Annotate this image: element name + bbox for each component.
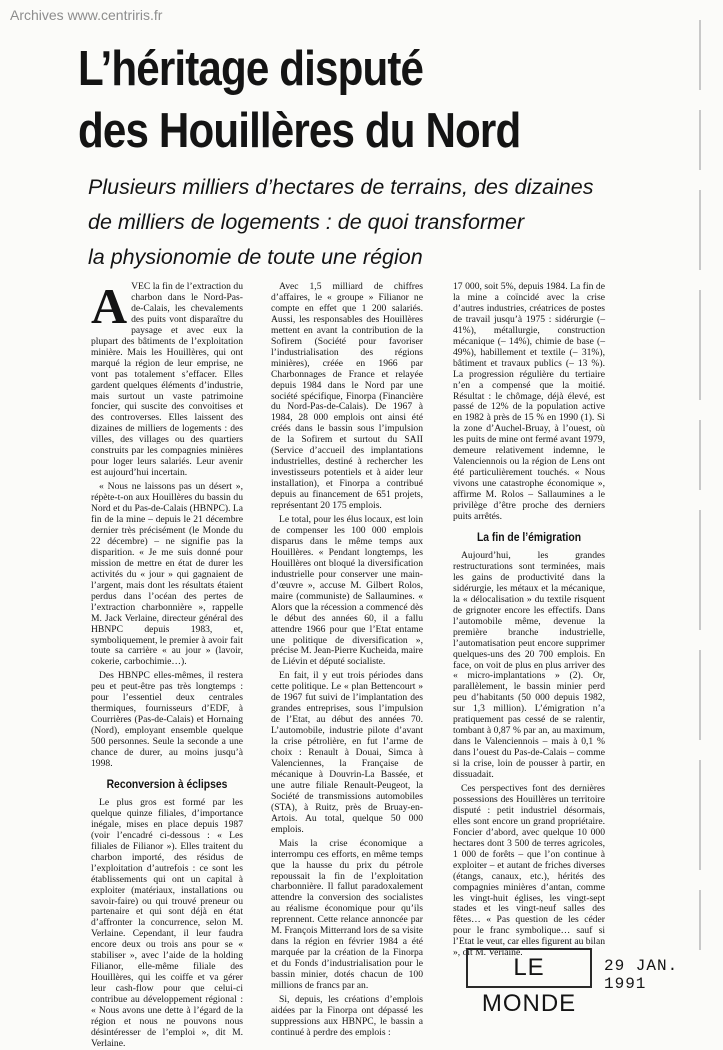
- article-column-1: [91, 278, 243, 1049]
- paragraph: Le plus gros est formé par les quelque quinze filiales, d’importance inégale, mises en place depuis 1987 (voir l’encadré ci-dessous : « Les filiales de Filianor »). Elles traitent du charbon importé, des résidus de l’exploitation d’autrefois : ce sont les établissements qui ont un capital à exploiter (matériaux, installations ou savoir-faire) ou qui trouvé preneur ou partenaire et qui sont déjà en état d’affronter la concurrence, selon M. Verlaine. Cependant, il leur faudra encore deux ou trois ans pour se « stabiliser », avec l’aide de la holding Filianor, elle-même filiale des Houillères, qui les coiffe et va gérer leur cash-flow pour que celui-ci contribue au développement régional : « Nous avons une dette à l’égard de la région et nous ne pouvons nous désintéresser de l’emploi », dit M. Verlaine.: [91, 796, 243, 1049]
- section-heading: La fin de l’émigration: [476, 531, 582, 544]
- article-column-2: [271, 281, 423, 1038]
- paragraph: Si, depuis, les créations d’emplois aidées par la Finorpa ont dépassé les suppressions aux HBNPC, le bassin a continué à perdre des emplois :: [271, 994, 423, 1038]
- subheadline-line-3: la physionomie de toute une région: [88, 245, 423, 269]
- paragraph: « Nous ne laissons pas un désert », répète-t-on aux Houillères du bassin du Nord et du Pas-de-Calais (HBNPC). La fin de la mine – depuis le 21 décembre dernier très précisément (le Monde du 22 décembre) – ne signifie pas la disparition. « Je me suis donné pour mission de mettre en état de durer les activités du « jour » qui gagnaient de l’argent, mais dont les résultats étaient perdus dans l’océan des pertes de l’extraction charbonnière », rappelle M. Jack Verlaine, directeur général des HBNPC depuis 1983, et, symboliquement, le premier à avoir fait toute sa carrière « au jour » (lavoir, cokerie, carbochimie…).: [91, 481, 243, 668]
- subheadline: [88, 170, 648, 275]
- headline: [78, 38, 560, 162]
- paragraph: Mais la crise économique a interrompu ces efforts, en même temps que la hausse du prix du pétrole repoussait la fin de l’exploitation charbonnière. Il fallut paradoxalement attendre la conversion des socialistes au réalisme économique pour qu’ils reprennent. Cette relance annoncée par M. François Mitterrand lors de sa visite dans la région en février 1984 a été marquée par la création de la Finorpa et du Fonds d’industrialisation pour le bassin minier, dotés chacun de 100 millions de francs par an.: [271, 837, 423, 992]
- newspaper-masthead: LE MONDE: [466, 948, 592, 988]
- paragraph: Ces perspectives font des dernières possessions des Houillères un territoire disputé : petit industriel désormais, elles sont encore un grand propriétaire. Foncier d’abord, avec quelque 10 000 hectares dont 3 500 de terres agricoles, 1 000 de forêts – que l’on continue à exploiter – et autant de friches diverses (étangs, canaux, etc.), hérités des compagnies minières d’antan, comme les vingt-huit églises, les vingt-sept stades et les vingt-neuf salles des fêtes… « Pas question de les céder pour le franc symbolique… sauf si l’Etat le veut, car elles figurent au bilan », dit M. Verlaine.: [453, 782, 605, 959]
- paragraph: Le total, pour les élus locaux, est loin de compenser les 100 000 emplois disparus dans le même temps aux Houillères. « Pendant longtemps, les Houillères ont bloqué la diversification industrielle pour conserver une main-d’œuvre », accuse M. Gilbert Rolos, maire (communiste) de Sallaumines. « Alors que la récession a commencé dès le début des années 60, il a fallu attendre 1966 pour que l’Etat entame une politique de diversification », précise M. Jean-Pierre Kucheida, maire de Liévin et député socialiste.: [271, 514, 423, 668]
- headline-line-1: L’héritage disputé: [78, 42, 424, 96]
- paragraph-text: VEC la fin de l’extraction du charbon dans le Nord-Pas-de-Calais, les chevalements des puits vont disparaître du paysage et avec eux la plupart des bâtiments de l’exploitation minière. Mais les Houillères, qui ont marqué la région de leur emprise, ne vont pas totalement s’effacer. Elles gardent quelques éléments d’industrie, mais surtout un vaste patrimoine foncier, qui suscite des convoitises et des controverses. Elles laissent des dizaines de milliers de logements : des villes, des villages ou des quartiers construits par les compagnies minières pour loger leurs salariés. Leur avenir est aujourd’hui incertain.: [91, 281, 243, 479]
- paragraph: Avec 1,5 milliard de chiffres d’affaires, le « groupe » Filianor ne compte en effet que 1 200 salariés. Aussi, les responsables des Houillères mettent en avant la contribution de la Sofirem (Société pour favoriser l’industrialisation des régions minières), créée en 1966 par Charbonnages de France et relayée depuis 1984 dans le Nord par une société spécifique, Finorpa (Financière du Nord-Pas-de-Calais). De 1967 à 1984, 28 000 emplois ont ainsi été créés dans le bassin sous l’impulsion de la Sofirem et surtout du SAII (Service d’accueil des implantations industrielles, destiné à rechercher les investisseurs potentiels et à aider leur installation), et Finorpa a contribué depuis au financement de 651 projets, représentant 20 175 emplois.: [271, 281, 423, 512]
- section-heading: Reconversion à éclipses: [106, 778, 228, 791]
- paragraph: Des HBNPC elles-mêmes, il restera peu et peut-être pas très longtemps : pour l’essentiel deux centrales thermiques, fournisseurs d’EDF, à Courrières (Pas-de-Calais) et Hornaing (Nord), employant ensemble quelque 500 personnes. Seule la seconde a une chance de durer, au moins jusqu’à 1998.: [91, 670, 243, 769]
- margin-rules: [695, 20, 709, 1010]
- paragraph: [91, 278, 243, 479]
- subheadline-line-2: de milliers de logements : de quoi transformer: [88, 210, 525, 234]
- paragraph: 17 000, soit 5%, depuis 1984. La fin de la mine a coïncidé avec la crise d’autres industries, créatrices de postes de travail jusqu’à 1975 : sidérurgie (– 41%), métallurgie, construction mécanique (– 14%), chimie de base (– 49%), habillement et textile (– 31%), bâtiment et travaux publics (– 13 %). La progression régulière du tertiaire n’en a compensé que la moitié. Résultat : le chômage, déjà élevé, est passé de 12% de la population active en 1982 à près de 15 % en 1990 (1). Si la zone d’Auchel-Bruay, à l’ouest, où les puits de mine ont fermé avant 1979, demeure relativement indemne, le Valenciennois ou la région de Lens ont été particulièrement touchés. « Nous vivons une catastrophe économique », affirme M. Rolos – Sallaumines a le privilège d’être proche des derniers puits arrêtés.: [453, 281, 605, 523]
- paragraph: Aujourd’hui, les grandes restructurations sont terminées, mais les gains de productivité dans la sidérurgie, les métaux et la mécanique, la « délocalisation » du textile risquent de grignoter encore les effectifs. Dans l’automobile même, devenue la première branche industrielle, l’automatisation peut encore supprimer quelques-uns des 20 700 emplois. En face, on voit de plus en plus arriver des « micro-implantations » (2). Or, parallèlement, le bassin minier perd peu d’habitants (50 000 depuis 1982, sur 1,3 million). L’émigration n’a pratiquement pas cessé de se ralentir, tombant à 0,87 % par an, au maximum, dans le Valenciennois – mais à 0,1 % dans l’ouest du Pas-de-Calais – comme si la crise, loin de pousser à partir, en dissuadait.: [453, 549, 605, 781]
- article-column-3: [453, 281, 605, 959]
- subheadline-line-1: Plusieurs milliers d’hectares de terrains, des dizaines: [88, 175, 594, 199]
- headline-line-2: des Houillères du Nord: [78, 104, 521, 158]
- publication-date-stamp: 29 JAN. 1991: [604, 957, 679, 993]
- archive-watermark: Archives www.centriris.fr: [10, 7, 163, 23]
- paragraph: En fait, il y eut trois périodes dans cette politique. Le « plan Bettencourt » de 1967 fut suivi de l’implantation des grandes entreprises, sous l’impulsion de l’Etat, au début des années 70. L’automobile, industrie pilote d’avant la crise pétrolière, en fut l’arme de choix : Renault à Douai, Simca à Valenciennes, la Française de mécanique à Douvrin-La Bassée, et une autre filiale Renault-Peugeot, la Société de transmissions automobiles (STA), à Ruitz, près de Bruay-en-Artois. Au total, quelque 50 000 emplois.: [271, 670, 423, 835]
- drop-cap: A: [91, 278, 128, 334]
